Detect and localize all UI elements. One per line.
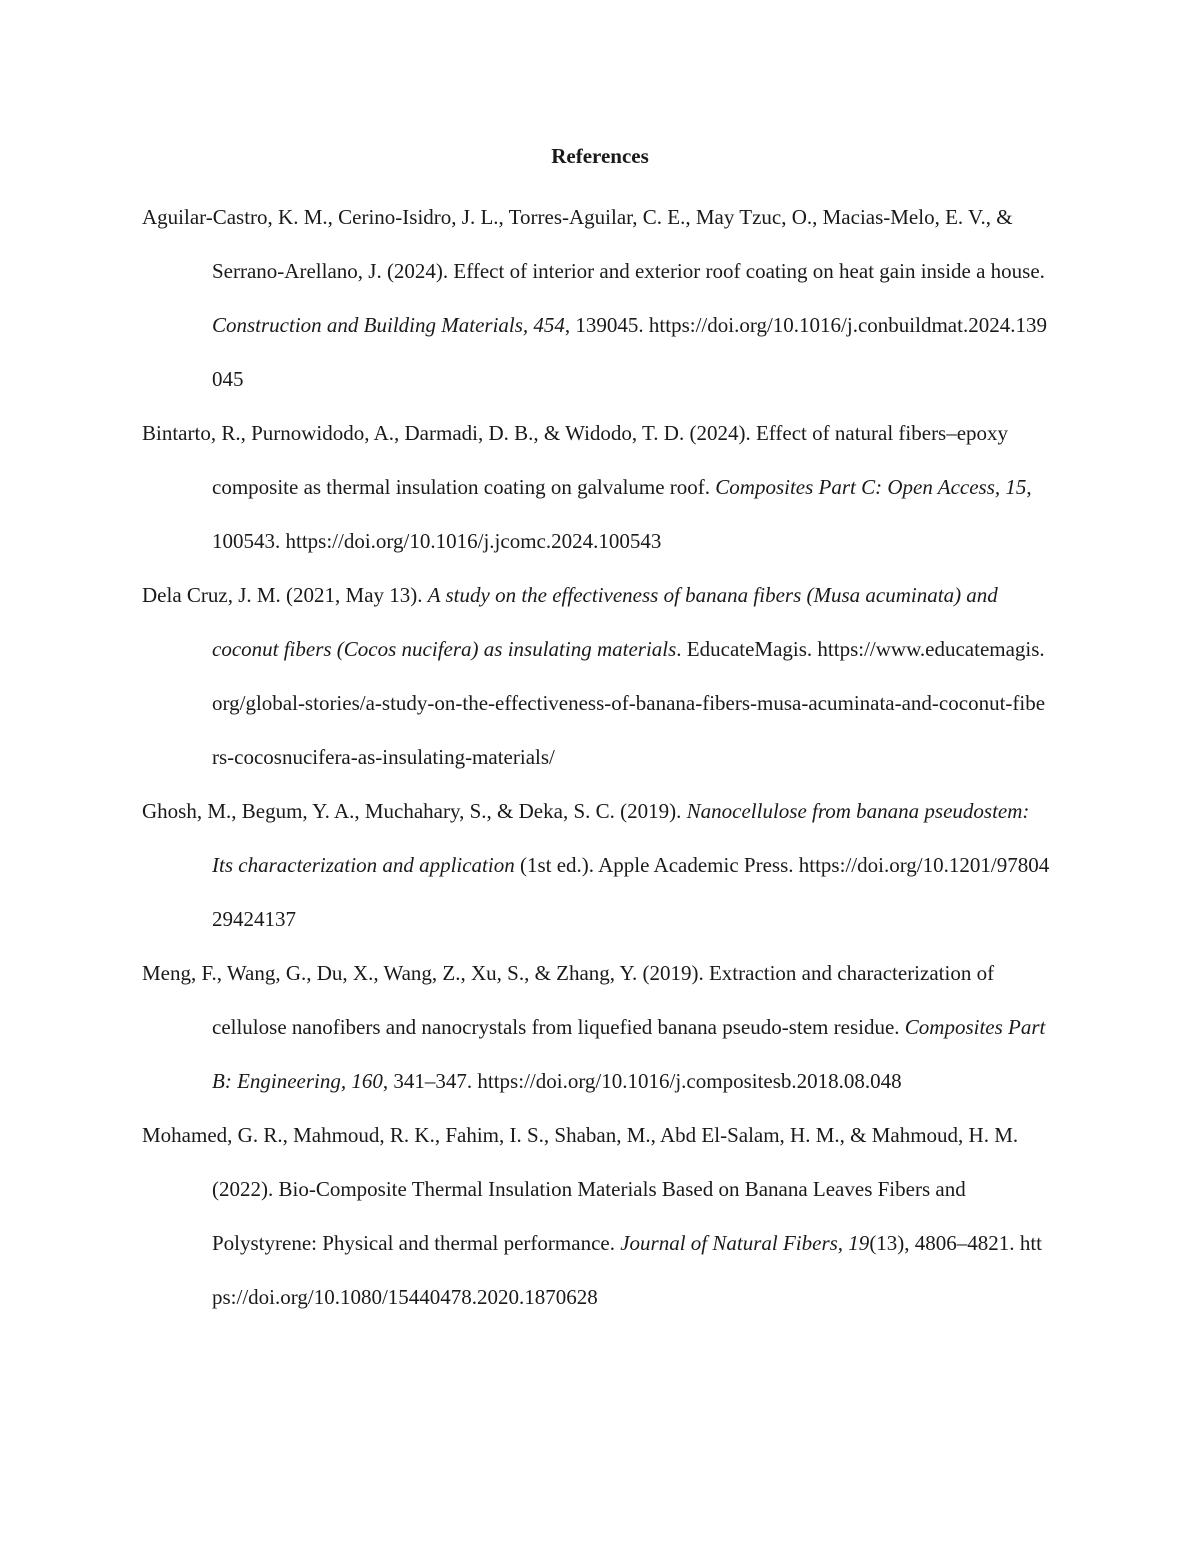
reference-entry — [142, 406, 1052, 568]
reference-doi-link[interactable]: https://doi.org/10.1201/9780429424137 — [212, 853, 1050, 931]
reference-text: (1st ed.). Apple Academic Press. — [514, 853, 799, 877]
reference-entry — [142, 946, 1052, 1108]
reference-entry — [142, 784, 1052, 946]
reference-text: Aguilar-Castro, K. M., Cerino-Isidro, J. L., Torres-Aguilar, C. E., May Tzuc, O., Macias-Melo, E. V., & Serrano-Arellano, J. (2024). Effect of interior and exterior roof coating on heat gain inside a house. — [142, 205, 1045, 283]
reference-doi-link[interactable]: https://doi.org/10.1016/j.jcomc.2024.100543 — [285, 529, 662, 553]
reference-text: . EducateMagis. — [676, 637, 818, 661]
reference-text: , 100543. — [212, 475, 1032, 553]
reference-source: Journal of Natural Fibers, 19 — [620, 1231, 870, 1255]
reference-doi-link[interactable]: https://doi.org/10.1016/j.conbuildmat.2024.139045 — [212, 313, 1047, 391]
page-title: References — [551, 144, 649, 168]
reference-text: Bintarto, R., Purnowidodo, A., Darmadi, D. B., & Widodo, T. D. (2024). Effect of natural fibers–epoxy composite as thermal insulation coating on galvalume roof. — [142, 421, 1009, 499]
reference-text: Meng, F., Wang, G., Du, X., Wang, Z., Xu, S., & Zhang, Y. (2019). Extraction and characterization of cellulose nanofibers and nanocrystals from liquefied banana pseudo-stem residue. — [142, 961, 995, 1039]
reference-text: , 139045. — [564, 313, 649, 337]
reference-entry — [142, 568, 1052, 784]
reference-text: (13), 4806–4821. — [869, 1231, 1020, 1255]
reference-source: Composites Part C: Open Access, 15 — [715, 475, 1027, 499]
reference-text: , 341–347. — [382, 1069, 478, 1093]
reference-entry — [142, 190, 1052, 406]
reference-source: Composites Part B: Engineering, 160 — [212, 1015, 1046, 1093]
reference-text: Dela Cruz, J. M. (2021, May 13). — [142, 583, 428, 607]
reference-entry — [142, 1108, 1052, 1324]
reference-text: Ghosh, M., Begum, Y. A., Muchahary, S., & Deka, S. C. (2019). — [142, 799, 687, 823]
reference-source: A study on the effectiveness of banana fibers (Musa acuminata) and coconut fibers (Cocos nucifera) as insulating materials — [212, 583, 998, 661]
reference-list — [142, 190, 1052, 1324]
reference-doi-link[interactable]: https://www.educatemagis.org/global-stories/a-study-on-the-effectiveness-of-banana-fibers-musa-acuminata-and-coconut-fibers-cocosnucifera-as-insulating-materials/ — [212, 637, 1046, 769]
reference-source: Nanocellulose from banana pseudostem: Its characterization and application — [212, 799, 1030, 877]
reference-source: Construction and Building Materials, 454 — [212, 313, 565, 337]
reference-doi-link[interactable]: https://doi.org/10.1080/15440478.2020.1870628 — [212, 1231, 1042, 1309]
reference-text: Mohamed, G. R., Mahmoud, R. K., Fahim, I. S., Shaban, M., Abd El-Salam, H. M., & Mahmoud, H. M. (2022). Bio-Composite Thermal Insulation Materials Based on Banana Leaves Fibers and Polystyrene: Physical and thermal performance. — [142, 1123, 1019, 1255]
reference-doi-link[interactable]: https://doi.org/10.1016/j.compositesb.2018.08.048 — [477, 1069, 902, 1093]
